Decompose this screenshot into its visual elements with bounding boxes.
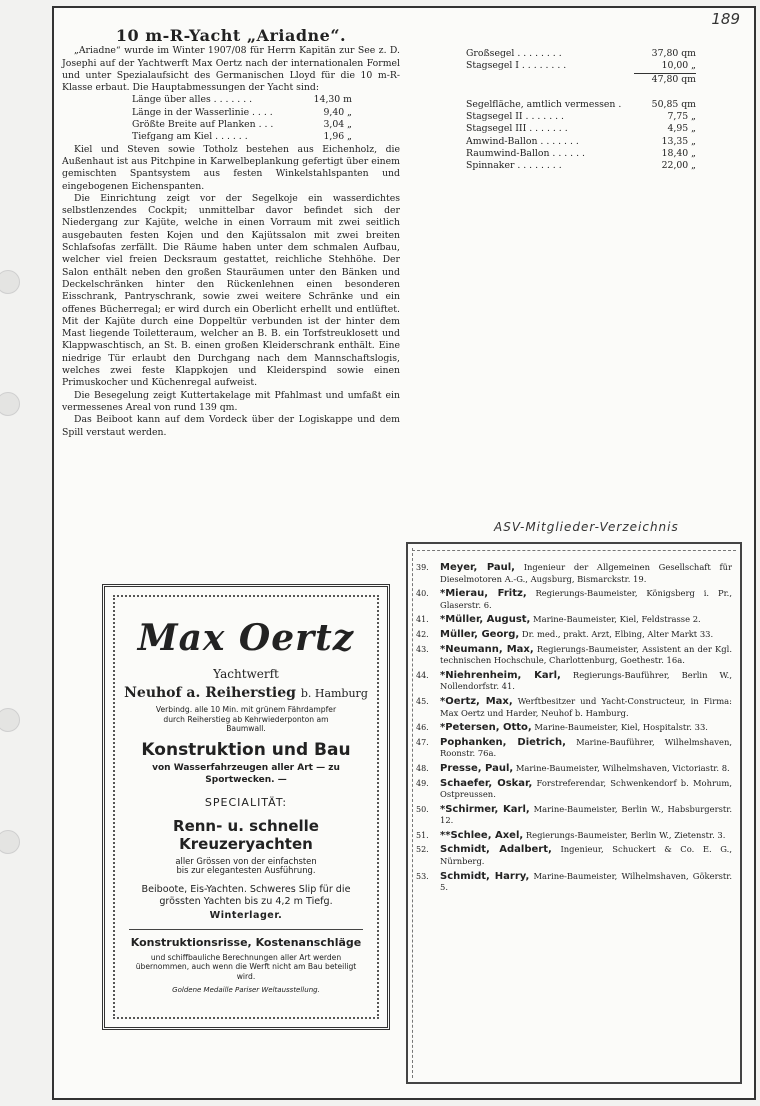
sail-row [466,123,696,135]
member-number: 45. [416,696,429,706]
ad-transport: Verbindg. alle 10 Min. mit grünem Fährdampfer durch Reiherstieg ab Kehrwiederponton am Baumwall. [155,705,337,733]
page-number: 189 [711,10,740,28]
sail-total: 47,80 qm [651,73,696,85]
article-title: 10 m-R-Yacht „Ariadne“. [115,26,347,45]
dimension-row [132,107,400,119]
member-text [440,778,732,801]
article-paragraph: Kiel und Steven sowie Totholz bestehen aus Eichenholz, die Außenhaut ist aus Pitchpine in Karwelbeplankung gefertigt über einem gemischten Spantsystem aus festen Winkelstahlspanten und eingebogenen Eichenspanten. [62,143,400,192]
member-number: 49. [416,778,429,788]
dimension-value: 9,40 „ [323,106,352,118]
member-name: *Müller, August, [440,614,531,626]
punch-hole [0,708,20,732]
member-entry [416,629,732,641]
article [62,26,400,439]
member-text [440,844,732,867]
dimensions-table [132,94,400,143]
member-name: Müller, Georg, [440,628,520,640]
ad-divider [129,929,363,930]
member-number: 39. [416,563,429,572]
article-paragraph: Die Besegelung zeigt Kuttertakelage mit Pfahlmast und umfaßt ein vermessenes Areal von rund 139 qm. [62,389,400,413]
dimension-row [132,94,400,106]
sail-value: 50,85 qm [651,98,696,110]
member-description: Marine-Baumeister, Kiel, Hospitalstr. 33. [534,722,708,733]
member-entry [416,562,732,585]
member-name: Meyer, Paul, [440,562,515,573]
article-paragraph: Die Einrichtung zeigt vor der Segelkoje ein wasserdichtes selbstlenzendes Cockpit; unmittelbar davor befindet sich der Niedergang zur Kajüte, welche in einen Vorraum mit zwei seitlich ausgebauten festen Kojen und den Kajütssalon mit zwei breiten Schlafsofas zerfällt. Die Räume haben unter dem schmalen Aufbau, welcher viel freien Decksraum gestattet, reichliche Stehhöhe. Der Salon enthält neben den großen Stauräumen unter den Bänken und Deckelschränken hinter den Rückenlehnen einen besonderen Eisschrank, Pantryschrank, sowie zwei weitere Schränke und ein offenes Bücherregal; er wird durch ein Oberlicht erhellt und entlüftet. Mit der Kajüte durch eine Doppeltür verbunden ist der hinter dem Mast liegende Toiletteraum, welcher an B. B. ein Torfstreuklosett und Klappwaschtisch, an St. B. einen großen Kleiderschrank enthält. Eine niedrige Tür erlaubt den Durchgang nach dem Mannschaftslogis, welches zwei feste Klappkojen und Kleiderspind sowie einen Primuskocher und Küchenregal aufweist. [62,192,400,389]
member-number: 42. [416,629,429,639]
sail-value: 18,40 „ [661,148,696,160]
member-description: Marine-Baumeister, Kiel, Feldstrasse 2. [533,614,701,625]
sail-row [466,136,696,148]
member-name: Schmidt, Adalbert, [440,844,552,856]
dimension-label: Größte Breite auf Planken . . . [132,119,274,131]
member-name: *Niehrenheim, Karl, [440,669,561,681]
member-number: 50. [416,804,429,814]
member-entry [416,844,732,867]
member-name: Schmidt, Harry, [440,870,530,882]
member-text [440,722,732,734]
dimension-value: 3,04 „ [323,119,352,131]
member-entry [416,670,732,693]
sail-row [466,99,696,111]
member-text [440,629,732,641]
member-number: 43. [416,644,429,654]
ad-subheadline: von Wasserfahrzeugen aller Art — zu Sportwecken. — [152,762,340,785]
members-list [406,542,742,1084]
member-number: 40. [416,589,429,599]
sail-value: 22,00 „ [661,160,696,172]
ad-construction: Konstruktionsrisse, Kostenanschläge [130,935,362,949]
sail-label: Stagsegel II . . . . . . . [466,111,564,123]
member-description: Werftbesitzer und Yacht-Constructeur, in Firma: Max Oertz und Harder, Neuhof b. Hamburg. [440,695,732,718]
member-entry [416,696,732,719]
member-entry [416,763,732,775]
member-text [440,696,732,719]
dimension-label: Länge über alles . . . . . . . [132,94,253,106]
dimension-row [132,131,400,143]
member-text [440,614,732,626]
member-text [440,804,732,827]
member-description: Regierungs-Baumeister, Assistent an der Kgl. technischen Hochschule, Charlottenburg, Goethestr. 16a. [440,643,732,666]
ad-specialty: SPECIALITÄT: [204,795,288,809]
member-text [440,871,732,894]
member-name: Presse, Paul, [440,762,514,774]
member-description: Marine-Baumeister, Wilhelmshaven, Victoriastr. 8. [515,762,730,773]
sail-label: Segelfläche, amtlich vermessen . [466,98,622,110]
sail-total-row [634,73,696,86]
member-description: Regierungs-Baumeister, Berlin W., Zietenstr. 3. [525,829,726,840]
sail-value: 4,95 „ [667,123,696,135]
member-entry [416,737,732,760]
member-text [440,830,732,842]
member-description: Regierungs-Baumeister, Königsberg i. Pr., Glaserstr. 6. [440,588,732,610]
member-text [440,763,732,775]
punch-hole [0,830,20,854]
ad-logo: Max Oertz [137,617,355,659]
member-number: 52. [416,845,429,855]
member-name: Schaefer, Oskar, [440,777,533,789]
member-number: 51. [416,830,429,840]
ad-boats: Beiboote, Eis-Yachten. Schweres Slip für die grössten Yachten bis zu 4,2 m Tiefg. [141,883,351,907]
ad-racing: Renn- u. schnelle Kreuzeryachten [173,816,319,853]
sail-value: 7,75 „ [667,111,696,123]
ad-racing-sub: aller Grössen von der einfachsten bis zur elegantesten Ausführung. [175,855,317,875]
member-name: **Schlee, Axel, [440,829,524,841]
punch-hole [0,392,20,416]
member-text [440,588,732,611]
member-name: *Neumann, Max, [440,643,534,655]
sail-row [466,160,696,172]
sail-label: Raumwind-Ballon . . . . . . [466,148,585,160]
member-text [440,562,732,585]
member-number: 41. [416,615,429,625]
sail-row [466,148,696,160]
member-description: Forstreferendar, Schwenkendorf b. Mohrum, Ostpreussen. [440,777,732,800]
member-entry [416,722,732,734]
ad-construction-sub: und schiffbauliche Berechnungen aller Art werden übernommen, auch wenn die Werft nicht am Bau beteiligt wird. [135,952,357,981]
ad-border [113,595,379,1019]
article-paragraph: „Ariadne“ wurde im Winter 1907/08 für Herrn Kapitän zur See z. D. Josephi auf der Yachtwerft Max Oertz nach der internationalen Formel und unter Spezialaufsicht des Germanischen Lloyd für die 10 m-R-Klasse erbaut. Die Hauptabmessungen der Yacht sind: [62,45,400,94]
sail-value: 37,80 qm [651,48,696,59]
sail-label: Großsegel . . . . . . . . [466,48,562,59]
sail-label: Stagsegel III . . . . . . . [466,123,568,135]
member-number: 44. [416,670,429,680]
sail-row [466,60,696,72]
handwritten-note: ASV-Mitglieder-Verzeichnis [494,520,679,534]
ad-headline: Konstruktion und Bau [141,739,351,760]
sail-label: Stagsegel I . . . . . . . . [466,60,567,72]
member-number: 46. [416,723,429,733]
punch-hole [0,270,20,294]
member-name: *Mierau, Fritz, [440,588,527,600]
ad-location-name: Neuhof a. Reiherstieg [124,685,296,701]
member-description: Ingenieur der Allgemeinen Gesellschaft für Dieselmotoren A.-G., Augsburg, Bismarckstr. 19. [440,562,732,584]
member-number: 48. [416,763,429,773]
ad-winter: Winterlager. [209,909,283,921]
sail-value: 10,00 „ [661,60,696,72]
ad-location-suffix: b. Hamburg [300,687,368,700]
member-text [440,737,732,760]
member-text [440,644,732,667]
member-entry [416,871,732,894]
member-name: *Petersen, Otto, [440,722,532,734]
member-entry [416,644,732,667]
member-number: 47. [416,737,429,747]
article-paragraph: Das Beiboot kann auf dem Vordeck über der Logiskappe und dem Spill verstaut werden. [62,414,400,438]
dimension-label: Länge in der Wasserlinie . . . . [132,106,273,118]
member-description: Regierungs-Bauführer, Berlin W., Nollendorfstr. 41. [440,669,733,692]
dimension-label: Tiefgang am Kiel . . . . . . [132,131,248,143]
member-description: Ingenieur, Schuckert & Co. E. G., Nürnberg. [440,844,732,867]
dimension-row [132,119,400,131]
member-entry [416,588,732,611]
member-entry [416,804,732,827]
member-name: *Oertz, Max, [440,695,513,707]
member-entry [416,614,732,626]
sail-row [466,48,696,60]
sail-label: Spinnaker . . . . . . . . [466,160,562,172]
member-name: *Schirmer, Karl, [440,803,530,815]
ad-medal: Goldene Medaille Pariser Weltausstellung. [172,986,320,994]
member-entry [416,830,732,842]
member-number: 53. [416,871,429,881]
document-page [52,6,756,1100]
member-text [440,670,732,693]
member-description: Marine-Baumeister, Berlin W., Habsburgerstr. 12. [440,803,732,826]
sail-label: Amwind-Ballon . . . . . . . [466,135,579,147]
member-description: Marine-Baumeister, Wilhelmshaven, Gökerstr. 5. [440,870,732,893]
sail-row [466,111,696,123]
dimension-value: 14,30 m [313,94,352,106]
sail-area-table [466,48,696,173]
ad-location [115,685,377,701]
member-description: Dr. med., prakt. Arzt, Elbing, Alter Markt 33. [521,628,714,639]
dimension-value: 1,96 „ [323,131,352,143]
member-name: Pophanken, Dietrich, [440,736,566,748]
sail-value: 13,35 „ [661,135,696,147]
member-entry [416,778,732,801]
member-description: Marine-Bauführer, Wilhelmshaven, Roonstr. 76a. [440,736,732,759]
ad-subtitle: Yachtwerft [213,667,279,681]
advertisement [102,584,390,1030]
